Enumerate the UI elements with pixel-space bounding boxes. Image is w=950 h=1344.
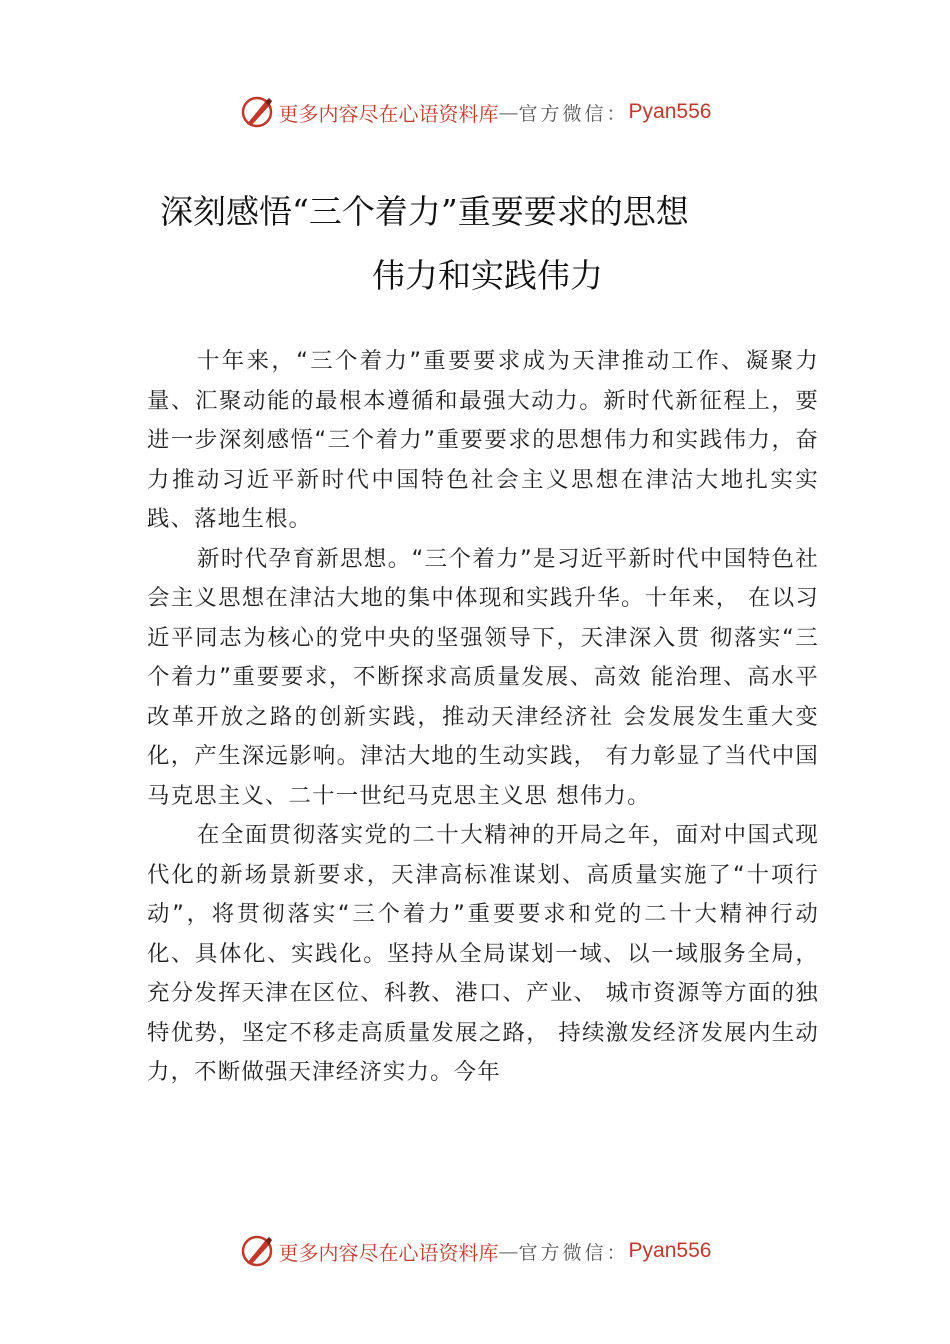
- watermark-footer: [0, 1233, 950, 1269]
- pen-logo-icon: [239, 94, 275, 130]
- pen-logo-icon: [239, 1233, 275, 1269]
- paragraph-2: 新时代孕育新思想。“三个着力”是习近平新时代中国特色社会主义思想在津沽大地的集中体现和实践升华。十年来， 在以习近平同志为核心的党中央的坚强领导下，天津深入贯 彻落实“三个着力”重要要求，不断探求高质量发展、高效 能治理、高水平改革开放之路的创新实践，推动天津经济社 会发展发生重大变化，产生深远影响。津沽大地的生动实践， 有力彰显了当代中国马克思主义、二十一世纪马克思主义思 想伟力。: [147, 545, 819, 809]
- document-title-line1: 深刻感悟“三个着力”重要要求的思想: [160, 192, 689, 231]
- watermark-label: 官方微信：: [518, 1241, 629, 1264]
- watermark-label: 官方微信：: [518, 102, 629, 125]
- watermark-dash: —: [498, 1239, 519, 1263]
- watermark-account: Pyan556: [628, 100, 712, 123]
- paragraph-1: 十年来，“三个着力”重要要求成为天津推动工作、凝聚力量、汇聚动能的最根本遵循和最强大动力。新时代新征程上，要进一步深刻感悟“三个着力”重要要求的思想伟力和实践伟力，奋力推动习近平新时代中国特色社会主义思想在津沽大地扎实实践、落地生根。: [147, 348, 819, 532]
- paragraph-3: 在全面贯彻落实党的二十大精神的开局之年，面对中国式现代化的新场景新要求，天津高标准谋划、高质量实施了“十项行动”，将贯彻落实“三个着力”重要要求和党的二十大精神行动化、具体化、实践化。坚持从全局谋划一域、以一域服务全局，充分发挥天津在区位、科教、港口、产业、 城市资源等方面的独特优势，坚定不移走高质量发展之路， 持续激发经济发展内生动力，不断做强天津经济实力。今年: [147, 822, 819, 1085]
- watermark-header: [0, 94, 950, 130]
- watermark-dash: —: [498, 100, 519, 124]
- document-body: [147, 342, 819, 1093]
- watermark-brand: 更多内容尽在心语资料库: [278, 1240, 499, 1265]
- watermark-account: Pyan556: [628, 1239, 712, 1262]
- watermark-brand: 更多内容尽在心语资料库: [278, 101, 499, 126]
- document-title-line2: 伟力和实践伟力: [372, 256, 603, 295]
